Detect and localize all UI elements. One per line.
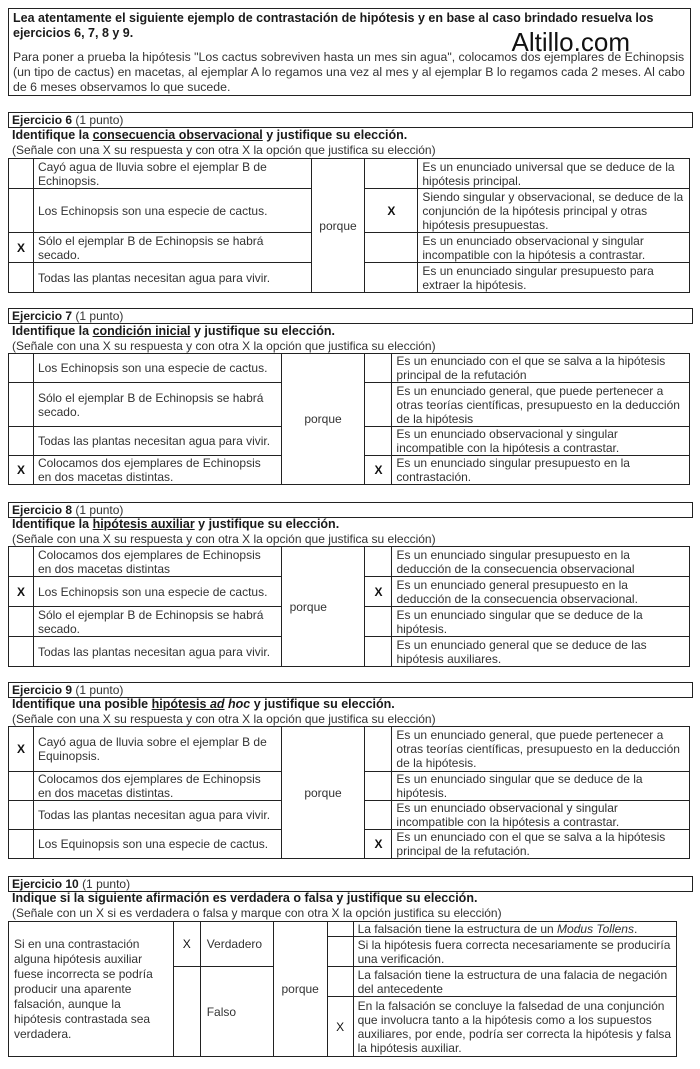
option-text: Cayó agua de lluvia sobre el ejemplar B de Echinopsis. — [33, 159, 311, 189]
option-text: Todas las plantas necesitan agua para vivir. — [33, 427, 281, 456]
justification-mark-cell[interactable] — [365, 607, 392, 637]
justification-mark-cell[interactable]: X — [365, 577, 392, 607]
option-text: Los Echinopsis son una especie de cactus. — [33, 577, 281, 607]
justification-text: Es un enunciado observacional y singular incompatible con la hipótesis a contrastar. — [392, 427, 690, 456]
justification-text: Si la hipótesis fuera correcta necesariamente se produciría una verificación. — [353, 937, 676, 967]
exercise-8-instruction: Identifique la hipótesis auxiliar y justifique su elección. — [12, 517, 340, 531]
justification-text: Es un enunciado general presupuesto en la deducción de la consecuencia observacional. — [392, 577, 690, 607]
option-mark-cell[interactable] — [9, 801, 34, 830]
justification-mark-cell[interactable] — [327, 922, 353, 937]
exercise-10-hint: (Señale con un X si es verdadera o falsa y marque con otra X la opción justifica su elección) — [12, 906, 502, 920]
justification-text: Es un enunciado general que se deduce de las hipótesis auxiliares. — [392, 637, 690, 667]
exercise-10-table — [8, 921, 677, 1057]
justification-mark-cell[interactable] — [365, 427, 392, 456]
justification-text: Es un enunciado con el que se salva a la hipótesis principal de la refutación. — [392, 830, 690, 859]
option-mark-cell[interactable] — [9, 547, 34, 577]
justification-text: Es un enunciado observacional y singular incompatible con la hipótesis a contrastar. — [418, 233, 690, 263]
option-mark-cell[interactable]: X — [9, 233, 34, 263]
brand-watermark: Altillo.com — [511, 27, 630, 57]
justification-mark-cell[interactable] — [327, 967, 353, 997]
option-text: Sólo el ejemplar B de Echinopsis se habrá secado. — [33, 607, 281, 637]
justification-text: Es un enunciado singular presupuesto en la deducción de la consecuencia observacional — [392, 547, 690, 577]
option-mark-cell[interactable] — [9, 607, 34, 637]
verdadero-label: Verdadero — [200, 922, 273, 967]
exercise-9-instruction: Identifique una posible hipótesis ad hoc y justifique su elección. — [12, 697, 395, 711]
justification-mark-cell[interactable]: X — [365, 189, 418, 233]
exercise-8-hint: (Señale con una X su respuesta y con otra X la opción que justifica su elección) — [12, 532, 436, 546]
falso-mark-cell[interactable] — [173, 967, 200, 1057]
exercise-10-header — [8, 876, 693, 892]
justification-mark-cell[interactable] — [365, 159, 418, 189]
option-mark-cell[interactable] — [9, 637, 34, 667]
exercise-7-instruction: Identifique la condición inicial y justifique su elección. — [12, 324, 335, 338]
porque-label: porque — [281, 547, 365, 667]
justification-mark-cell[interactable] — [365, 547, 392, 577]
option-mark-cell[interactable]: X — [9, 577, 34, 607]
justification-text: Es un enunciado observacional y singular incompatible con la hipótesis a contrastar. — [392, 801, 690, 830]
exercise-points: (1 punto) — [82, 877, 131, 891]
porque-label: porque — [311, 159, 365, 293]
option-text: Colocamos dos ejemplares de Echinopsis en dos macetas distintas. — [33, 456, 281, 485]
intro-body: Para poner a prueba la hipótesis "Los cactus sobreviven hasta un mes sin agua", colocamos dos ejemplares de Echinopsis (un tipo de cactus) en macetas, al ejemplar A lo regamos una vez al mes y al ejemplar B lo regamos cada 2 meses. Al cabo de 6 meses observamos lo que sucede. — [13, 50, 685, 94]
option-text: Todas las plantas necesitan agua para vivir. — [33, 801, 281, 830]
option-mark-cell[interactable] — [9, 830, 34, 859]
option-mark-cell[interactable] — [9, 383, 34, 427]
justification-text: Es un enunciado general, que puede pertenecer a otras teorías científicas, presupuesto en la deducción de la hipótesis — [392, 383, 690, 427]
statement-text: Si en una contrastación alguna hipótesis auxiliar fuese incorrecta se podría producir una aparente falsación, aunque la hipótesis contrastada sea verdadera. — [9, 922, 174, 1057]
justification-text: Es un enunciado con el que se salva a la hipótesis principal de la refutación — [392, 354, 690, 383]
option-mark-cell[interactable] — [9, 159, 34, 189]
exercise-6-hint: (Señale con una X su respuesta y con otra X la opción que justifica su elección) — [12, 143, 436, 157]
exercise-7-header — [8, 308, 693, 324]
justification-mark-cell[interactable]: X — [365, 456, 392, 485]
exercise-points: (1 punto) — [75, 309, 124, 323]
option-text: Todas las plantas necesitan agua para vivir. — [33, 263, 311, 293]
justification-text: En la falsación se concluye la falsedad de una conjunción que involucra tanto a la hipótesis como a los supuestos auxiliares, por ende, podría ser correcta la hipótesis y falsa la hipótesis auxiliar. — [353, 997, 676, 1057]
justification-mark-cell[interactable]: X — [365, 830, 392, 859]
justification-mark-cell[interactable] — [327, 937, 353, 967]
exercise-10-instruction: Indique si la siguiente afirmación es verdadera o falsa y justifique su elección. — [12, 891, 478, 905]
justification-text: Siendo singular y observacional, se deduce de la conjunción de la hipótesis principal y otras hipótesis presupuestas. — [418, 189, 690, 233]
option-text: Sólo el ejemplar B de Echinopsis se habrá secado. — [33, 383, 281, 427]
justification-text: La falsación tiene la estructura de un Modus Tollens. — [353, 922, 676, 937]
option-text: Todas las plantas necesitan agua para vivir. — [33, 637, 281, 667]
option-text: Colocamos dos ejemplares de Echinopsis en dos macetas distintas. — [33, 772, 281, 801]
justification-text: Es un enunciado singular que se deduce de la hipótesis. — [392, 772, 690, 801]
porque-label: porque — [281, 727, 365, 859]
exercise-points: (1 punto) — [75, 683, 124, 697]
exercise-points: (1 punto) — [75, 113, 124, 127]
exercise-6-table — [8, 158, 690, 293]
exercise-title: Ejercicio 7 — [12, 309, 73, 323]
verdadero-mark-cell[interactable]: X — [173, 922, 200, 967]
option-mark-cell[interactable] — [9, 189, 34, 233]
justification-mark-cell[interactable] — [365, 263, 418, 293]
option-mark-cell[interactable] — [9, 263, 34, 293]
exercise-9-table — [8, 726, 690, 859]
option-text: Los Echinopsis son una especie de cactus. — [33, 354, 281, 383]
option-text: Cayó agua de lluvia sobre el ejemplar B de Equinopsis. — [33, 727, 281, 772]
option-text: Colocamos dos ejemplares de Echinopsis en dos macetas distintas — [33, 547, 281, 577]
justification-text: Es un enunciado singular presupuesto para extraer la hipótesis. — [418, 263, 690, 293]
exercise-6-header — [8, 112, 693, 128]
exercise-9-header — [8, 682, 693, 698]
justification-mark-cell[interactable] — [365, 354, 392, 383]
justification-text: Es un enunciado singular presupuesto en la contrastación. — [392, 456, 690, 485]
exercise-title: Ejercicio 6 — [12, 113, 73, 127]
exercise-title: Ejercicio 9 — [12, 683, 73, 697]
exercise-8-header — [8, 502, 693, 518]
exercise-8-table — [8, 546, 690, 667]
exercise-points: (1 punto) — [75, 503, 124, 517]
justification-text: La falsación tiene la estructura de una falacia de negación del antecedente — [353, 967, 676, 997]
exercise-title: Ejercicio 8 — [12, 503, 73, 517]
exercise-title: Ejercicio 10 — [12, 877, 79, 891]
justification-mark-cell[interactable] — [365, 233, 418, 263]
option-text: Sólo el ejemplar B de Echinopsis se habrá secado. — [33, 233, 311, 263]
justification-mark-cell[interactable] — [365, 772, 392, 801]
option-mark-cell[interactable] — [9, 427, 34, 456]
justification-text: Es un enunciado universal que se deduce de la hipótesis principal. — [418, 159, 690, 189]
justification-text: Es un enunciado singular que se deduce de la hipótesis. — [392, 607, 690, 637]
intro-box — [8, 8, 691, 96]
justification-mark-cell[interactable] — [365, 383, 392, 427]
justification-mark-cell[interactable]: X — [327, 997, 353, 1057]
porque-label: porque — [281, 354, 365, 485]
option-mark-cell[interactable]: X — [9, 456, 34, 485]
option-mark-cell[interactable]: X — [9, 727, 34, 772]
option-mark-cell[interactable] — [9, 772, 34, 801]
option-mark-cell[interactable] — [9, 354, 34, 383]
exercise-6-instruction: Identifique la consecuencia observacional y justifique su elección. — [12, 128, 408, 142]
option-text: Los Echinopsis son una especie de cactus. — [33, 189, 311, 233]
falso-label: Falso — [200, 967, 273, 1057]
intro-title: Lea atentamente el siguiente ejemplo de contrastación de hipótesis y en base al caso brindado resuelva los ejercicios 6, 7, 8 y 9. — [13, 11, 654, 40]
porque-label: porque — [273, 922, 327, 1057]
justification-text: Es un enunciado general, que puede pertenecer a otras teorías científicas, presupuesto en la deducción de la hipótesis. — [392, 727, 690, 772]
exercise-9-hint: (Señale con una X su respuesta y con otra X la opción que justifica su elección) — [12, 712, 436, 726]
exercise-7-hint: (Señale con una X su respuesta y con otra X la opción que justifica su elección) — [12, 339, 436, 353]
option-text: Los Equinopsis son una especie de cactus. — [33, 830, 281, 859]
justification-mark-cell[interactable] — [365, 727, 392, 772]
justification-mark-cell[interactable] — [365, 637, 392, 667]
justification-mark-cell[interactable] — [365, 801, 392, 830]
exercise-7-table — [8, 353, 690, 485]
